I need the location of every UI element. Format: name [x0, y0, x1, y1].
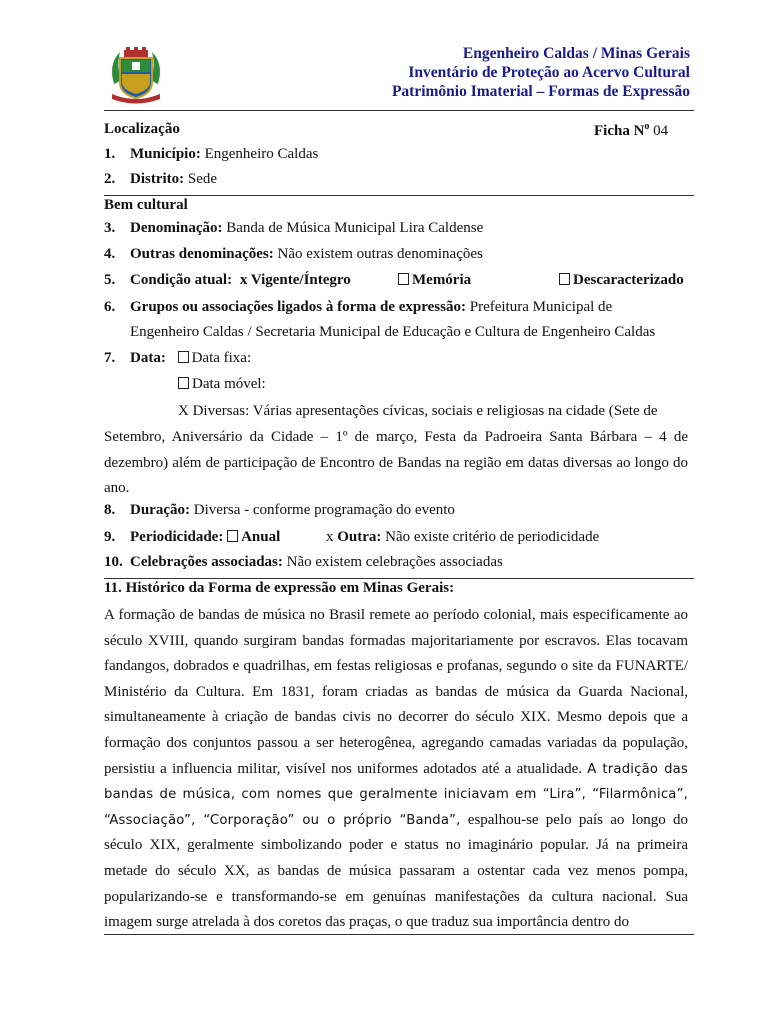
- document-header: [104, 40, 694, 111]
- page-bottom-divider: [104, 934, 694, 935]
- option-anual[interactable]: Anual: [227, 529, 280, 545]
- header-city: Engenheiro Caldas / Minas Gerais: [462, 45, 690, 62]
- option-data-fixa[interactable]: Data fixa:: [178, 350, 252, 366]
- header-inventory: Inventário de Proteção ao Acervo Cultural: [408, 64, 690, 81]
- historico-paragraph: A formação de bandas de música no Brasil remete ao período colonial, mais especificamente ao século XVIII, quando surgiram bandas formadas majoritariamente por escravos. Elas tocavam fandangos, dobrados e quadrilhas, em festas religiosas e profanas, segundo o site da FUNARTE/ Ministério da Cultura. Em 1831, foram criadas as bandas de música da Guarda Nacional, simultaneamente à criação de bandas civis no decorrer do século XIX. Mesmo depois que a formação dos conjuntos passou a ser heterogênea, agregando camadas variadas da população, persistiu a influencia militar, visível nos uniformes adotados até a atualidade. A tradição das bandas de música, com nomes que geralmente iniciavam em “Lira”, “Filarmônica”, “Associação”, “Corporação” ou o próprio “Banda”, espalhou-se pelo país ao longo do século XIX, geralmente simbolizando poder e status no imaginário popular. Já na primeira metade do século XX, as bandas de música passaram a ostentar cada vez menos pompa, popularizando-se e transformando-se em genuínas manifestações da cultura nacional. Sua imagem surge atrelada à dos coretos das praças, o que traduz sua importância dentro do: [104, 607, 688, 931]
- checkbox-icon: [178, 377, 189, 389]
- divider: [104, 195, 694, 196]
- divider: [104, 578, 694, 579]
- item-denominacao: 3. Denominação: Banda de Música Municipal Lira Caldense: [104, 220, 484, 236]
- section-historico-title: 11. Histórico da Forma de expressão em Minas Gerais:: [104, 580, 455, 596]
- item-condicao-atual: 5. Condição atual: x Vigente/Íntegro Memória Descaracterizado: [104, 272, 684, 288]
- checkbox-icon: [178, 351, 189, 363]
- section-bem-cultural-title: Bem cultural: [104, 197, 188, 213]
- ficha-number: Ficha $N^o$ 04: [594, 121, 669, 139]
- item-data: 7. Data: Data fixa:: [104, 350, 252, 366]
- option-outra[interactable]: x Outra: Não existe critério de periodicidade: [326, 529, 600, 545]
- checkbox-icon: [398, 273, 409, 285]
- municipal-coat-of-arms-icon: [106, 44, 166, 106]
- checkbox-icon: [559, 273, 570, 285]
- header-category: Patrimônio Imaterial – Formas de Expressão: [391, 83, 690, 100]
- item-grupos: 6. Grupos ou associações ligados à forma de expressão: Prefeitura Municipal de: [104, 299, 613, 315]
- option-diversas-cont: Setembro, Aniversário da Cidade – 1º de março, Festa da Padroeira Santa Bárbara – 4 de dezembro) além de participação de Encontro de Bandas na região em datas diversas ao longo do ano.: [104, 429, 688, 497]
- item-outras-denominacoes: 4. Outras denominações: Não existem outras denominações: [104, 246, 483, 262]
- item-celebracoes: 10. Celebrações associadas: Não existem celebrações associadas: [104, 554, 503, 570]
- option-data-movel[interactable]: Data móvel:: [178, 376, 768, 393]
- option-vigente[interactable]: x Vigente/Íntegro: [239, 272, 351, 288]
- item-municipio: 1. Município: Engenheiro Caldas: [104, 146, 319, 162]
- document-page: [104, 40, 694, 931]
- item-duracao: 8. Duração: Diversa - conforme programação do evento: [104, 502, 455, 518]
- item-grupos-cont: Engenheiro Caldas / Secretaria Municipal de Educação e Cultura de Engenheiro Caldas: [130, 324, 656, 340]
- option-descaracterizado[interactable]: Descaracterizado: [559, 272, 684, 289]
- header-titles: [392, 44, 690, 101]
- option-memoria[interactable]: Memória: [398, 272, 471, 289]
- item-distrito: 2. Distrito: Sede: [104, 171, 218, 187]
- item-periodicidade: 9. Periodicidade: Anual x Outra: Não existe critério de periodicidade: [104, 529, 600, 545]
- checkbox-icon: [227, 530, 238, 542]
- option-diversas: X Diversas: Várias apresentações cívicas, sociais e religiosas na cidade (Sete de: [178, 403, 658, 419]
- section-localizacao-title: Localização: [104, 121, 180, 137]
